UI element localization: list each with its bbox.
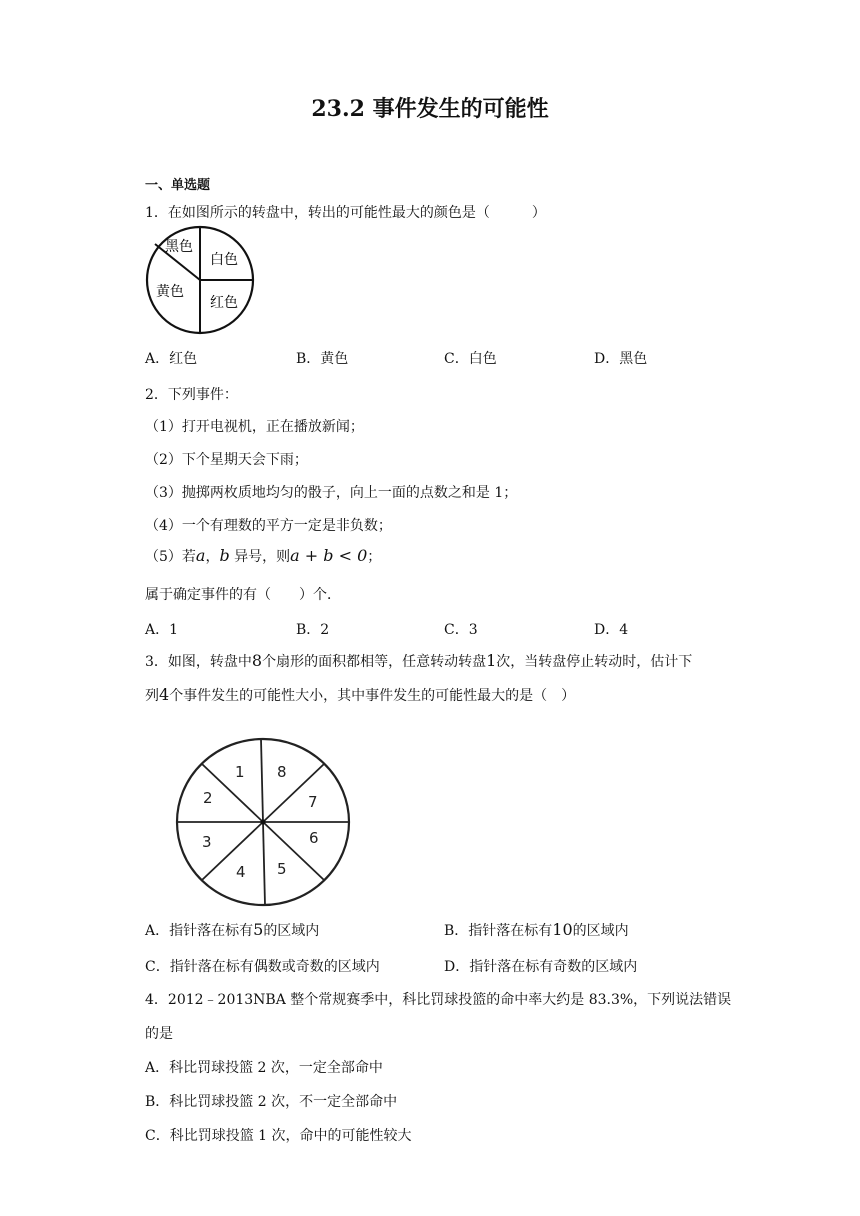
wheel-number-1: 1 (235, 763, 245, 781)
q4-option-c: C．科比罚球投篮 1 次，命中的可能性较大 (145, 1128, 412, 1144)
q4-line-2: 的是 (145, 1026, 173, 1042)
q2-option-b: B．2 (296, 622, 330, 638)
q3-option-d: D．指针落在标有奇数的区域内 (444, 959, 638, 975)
q2-question: 属于确定事件的有（ ）个． (145, 587, 341, 603)
wheel-number-8: 8 (277, 763, 287, 781)
q2-item-4: （4）一个有理数的平方一定是非负数； (145, 518, 392, 534)
q3-option-b-end: 的区域内 (572, 923, 629, 939)
q3-line-2-end: 个事件发生的可能性大小，其中事件发生的可能性最大的是（ ） (169, 688, 576, 704)
wheel-label-white: 白色 (210, 252, 238, 268)
wheel-label-yellow: 黄色 (156, 284, 184, 300)
q2-item-5-end: ； (367, 549, 382, 565)
wheel-number-4: 4 (236, 863, 246, 881)
q4-option-b: B．科比罚球投篮 2 次，不一定全部命中 (145, 1094, 398, 1110)
inequality-expr: a + b < 0 (290, 546, 368, 565)
wheel-number-5: 5 (277, 860, 287, 878)
q2-option-d: D．4 (594, 622, 629, 638)
q2-item-2: （2）下个星期天会下雨； (145, 452, 308, 468)
wheel-label-red: 红色 (210, 295, 238, 311)
q3-line-1-pre: 3．如图，转盘中 (145, 654, 252, 670)
q3-option-b-num: 10 (552, 920, 573, 939)
q2-item-5 (145, 546, 381, 566)
q1-option-d: D．黑色 (594, 351, 648, 367)
q1-option-c: C．白色 (444, 351, 497, 367)
q1-option-a: A．红色 (145, 351, 198, 367)
q3-line-1-mid: 个扇形的面积都相等，任意转动转盘 (262, 654, 487, 670)
section-heading: 一、单选题 (145, 178, 211, 193)
var-a: a (195, 546, 206, 565)
q2-item-3: （3）抛掷两枚质地均匀的骰子，向上一面的点数之和是 1； (145, 485, 518, 501)
wheel-label-black: 黑色 (165, 239, 193, 255)
q4-line-1: 4．2012﹣2013NBA 整个常规赛季中，科比罚球投篮的命中率大约是 83.3%，下列说法错误 (145, 992, 732, 1008)
q2-item-1: （1）打开电视机，正在播放新闻； (145, 419, 364, 435)
q3-option-a-pre: A．指针落在标有 (145, 923, 254, 939)
q3-option-c: C．指针落在标有偶数或奇数的区域内 (145, 959, 380, 975)
q2-option-c: C．3 (444, 622, 478, 638)
var-b: b (219, 546, 230, 565)
q1-color-wheel (144, 224, 256, 338)
q3-num-1: 1 (486, 651, 497, 670)
wheel-number-2: 2 (203, 789, 213, 807)
q2-item-5-mid: 异号，则 (229, 549, 291, 565)
q3-num-4: 4 (159, 685, 170, 704)
q1-option-b: B．黄色 (296, 351, 349, 367)
wheel-number-7: 7 (308, 793, 318, 811)
q3-option-b-pre: B．指针落在标有 (444, 923, 553, 939)
q3-line-1-end: 次，当转盘停止转动时，估计下 (496, 654, 693, 670)
q4-option-a: A．科比罚球投篮 2 次，一定全部命中 (145, 1060, 383, 1076)
q2-option-a: A．1 (145, 622, 179, 638)
page-title: 23.2 事件发生的可能性 (311, 96, 549, 122)
q1-stem: 1．在如图所示的转盘中，转出的可能性最大的颜色是（ ） (145, 205, 546, 221)
wheel-number-6: 6 (309, 829, 319, 847)
q3-line-2 (145, 685, 575, 705)
q3-option-a-end: 的区域内 (263, 923, 320, 939)
q3-number-wheel (175, 737, 353, 909)
q3-option-a-num: 5 (253, 920, 264, 939)
q2-item-5-pre: （5）若 (145, 549, 196, 565)
q3-line-1 (145, 651, 692, 671)
wheel-number-3: 3 (202, 833, 212, 851)
q2-stem: 2．下列事件： (145, 387, 238, 403)
q3-num-8: 8 (251, 651, 263, 670)
q3-line-2-pre: 列 (145, 688, 159, 704)
q3-option-b (444, 920, 629, 940)
q2-item-5-comma: ， (205, 549, 220, 565)
q3-option-a (145, 920, 319, 940)
